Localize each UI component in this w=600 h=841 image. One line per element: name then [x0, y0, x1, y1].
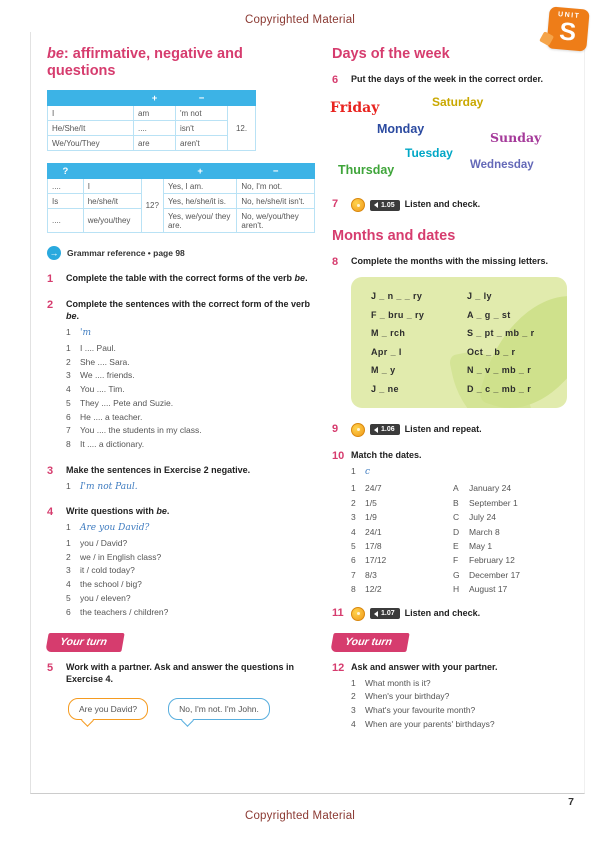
table-cell: I — [83, 179, 141, 194]
date-value: 12/2 — [365, 584, 382, 595]
table-cell: I — [48, 106, 134, 121]
item-number: 8 — [66, 439, 71, 450]
book-page — [30, 32, 585, 794]
page-number: 7 — [568, 796, 574, 808]
item-number: 1 — [66, 342, 71, 353]
exercise-items — [66, 537, 315, 620]
month-value: July 24 — [469, 512, 496, 523]
exercise-number: 1 — [47, 273, 54, 286]
table-gap-hint: 12? — [141, 179, 163, 233]
exercise-body — [351, 450, 572, 597]
day-word: Thursday — [338, 163, 395, 178]
exercise-body — [351, 662, 572, 732]
exercise-instruction: Ask and answer with your partner. — [351, 661, 498, 672]
exercise-3 — [47, 465, 315, 493]
table-cell: 'm not — [176, 106, 228, 121]
speaker-icon — [374, 202, 378, 208]
exercise-number: 9 — [332, 422, 339, 435]
be-forms-table — [47, 90, 256, 151]
track-number: 1.07 — [381, 610, 395, 618]
instruction-text: . — [76, 311, 80, 322]
day-word: Wednesday — [470, 159, 534, 172]
list-item — [66, 592, 315, 606]
table-cell: Yes, we/you/ they are. — [163, 209, 236, 233]
month-value: December 17 — [469, 569, 521, 580]
exercise-5 — [47, 662, 315, 720]
list-item — [351, 677, 572, 691]
exercise-12 — [332, 662, 572, 732]
audio-icon — [351, 607, 365, 621]
month-value: February 12 — [469, 555, 515, 566]
table-cell: No, we/you/they aren't. — [237, 209, 315, 233]
exercise-number: 8 — [332, 256, 339, 269]
item-text: the teachers / children? — [80, 606, 169, 617]
table-gap-hint: 12. — [228, 106, 256, 151]
table-row — [48, 121, 256, 136]
month-gapfill: M _ rch — [371, 328, 406, 339]
exercise-instruction: Complete the months with the missing letters. — [351, 256, 549, 267]
match-row — [351, 481, 572, 495]
instruction-verb: be — [156, 506, 167, 517]
item-number: 4 — [351, 526, 356, 537]
exercise-1 — [47, 273, 315, 286]
table-cell: are — [134, 136, 176, 151]
item-text: You .... Tim. — [80, 384, 125, 395]
table-row — [48, 106, 256, 121]
heading-verb: be — [47, 46, 64, 62]
list-item — [66, 356, 315, 370]
item-number: 4 — [351, 718, 356, 729]
table-row — [48, 179, 315, 194]
table-cell: No, I'm not. — [237, 179, 315, 194]
item-number: 4 — [66, 579, 71, 590]
exercise-body — [351, 256, 572, 407]
item-text: She .... Sara. — [80, 356, 130, 367]
exercise-body — [66, 273, 315, 286]
list-item — [351, 704, 572, 718]
date-value: 8/3 — [365, 569, 377, 580]
day-word: Sunday — [490, 130, 542, 146]
exercise-instruction — [66, 273, 315, 285]
item-text: we / in English class? — [80, 551, 162, 562]
exercise-number: 11 — [332, 606, 344, 619]
month-gapfill: Oct _ b _ r — [467, 346, 516, 357]
date-value: 24/7 — [365, 483, 382, 494]
day-word: Monday — [377, 122, 425, 137]
exercise-number: 2 — [47, 299, 54, 312]
track-number: 1.06 — [381, 426, 395, 434]
audio-row — [351, 198, 572, 212]
t2-header-empty — [83, 164, 141, 179]
item-number: 2 — [351, 691, 356, 702]
month-gapfill: M _ y — [371, 365, 396, 376]
item-text: you / eleven? — [80, 592, 131, 603]
instruction-verb: be — [66, 311, 77, 322]
table-cell: Yes, he/she/it is. — [163, 194, 236, 209]
exercise-number: 10 — [332, 449, 345, 462]
table-cell: No, he/she/it isn't. — [237, 194, 315, 209]
section-heading-months: Months and dates — [332, 228, 456, 245]
item-number: 8 — [351, 584, 356, 595]
month-value: March 8 — [469, 526, 500, 537]
days-scatter — [332, 92, 572, 194]
exercise-instruction: Make the sentences in Exercise 2 negative. — [66, 464, 251, 475]
exercise-items — [351, 677, 572, 732]
table-cell: we/you/they — [83, 209, 141, 233]
match-row — [351, 510, 572, 524]
item-text: When are your parents' birthdays? — [365, 718, 495, 729]
t1-header-minus: − — [176, 91, 228, 106]
match-row — [351, 553, 572, 567]
item-number: 1 — [66, 537, 71, 548]
date-value: 24/1 — [365, 526, 382, 537]
item-text: It .... a dictionary. — [80, 439, 145, 450]
list-item — [66, 606, 315, 620]
example-text: I'm not Paul. — [80, 481, 138, 492]
instruction-text: Complete the table with the correct forms of the verb — [66, 273, 295, 284]
heading-rest: : affirmative, negative and questions — [47, 46, 243, 80]
month-gapfill: J _ ly — [467, 291, 492, 302]
exercise-instruction: Work with a partner. Ask and answer the questions in Exercise 4. — [66, 662, 295, 685]
instruction-text: Write questions with — [66, 506, 157, 517]
table-cell: isn't — [176, 121, 228, 136]
exercise-8 — [332, 256, 572, 407]
example-number: 1 — [66, 522, 71, 533]
track-number: 1.05 — [381, 201, 395, 209]
example-number: 1 — [66, 480, 71, 491]
t1-header-plus: + — [134, 91, 176, 106]
exercise-body — [66, 662, 315, 720]
exercise-number: 7 — [332, 198, 339, 211]
arrow-icon: → — [47, 246, 61, 260]
example-text: Are you David? — [80, 523, 150, 534]
table-gap-cell: .... — [48, 209, 84, 233]
t2-header-minus: − — [237, 164, 315, 179]
speech-bubble-answer: No, I'm not. I'm John. — [168, 698, 270, 720]
month-value: August 17 — [469, 584, 508, 595]
item-text: I .... Paul. — [80, 342, 116, 353]
exercise-4 — [47, 506, 315, 619]
example-number: 1 — [351, 465, 356, 476]
day-word: Friday — [330, 100, 380, 117]
list-item — [351, 690, 572, 704]
audio-row — [351, 423, 572, 437]
t1-header-hint — [228, 91, 256, 106]
example-answer — [351, 466, 572, 479]
unit-badge-letter: S — [558, 17, 578, 47]
item-number: 5 — [66, 592, 71, 603]
audio-track-badge — [370, 200, 400, 211]
exercise-instruction: Match the dates. — [351, 449, 422, 460]
table-cell: Yes, I am. — [163, 179, 236, 194]
unit-badge-label: UNIT — [557, 11, 581, 21]
instruction-verb: be — [294, 273, 306, 284]
item-number: 3 — [66, 565, 71, 576]
exercise-body — [66, 506, 315, 619]
exercise-number: 4 — [47, 506, 54, 519]
exercise-9 — [332, 423, 572, 437]
speech-bubble-question: Are you David? — [68, 698, 148, 720]
option-letter: B — [453, 497, 459, 508]
grammar-reference-link[interactable] — [47, 246, 315, 260]
table-cell: am — [134, 106, 176, 121]
exercise-number: 5 — [47, 662, 54, 675]
item-number: 5 — [66, 397, 71, 408]
date-value: 1/9 — [365, 512, 377, 523]
exercise-body — [351, 74, 572, 87]
item-number: 3 — [66, 370, 71, 381]
list-item — [66, 551, 315, 565]
month-gapfill: F _ bru _ ry — [371, 309, 425, 320]
exercise-body — [66, 299, 315, 451]
list-item — [66, 397, 315, 411]
audio-icon — [351, 423, 365, 437]
audio-track-badge — [370, 424, 400, 435]
month-gapfill: J _ n _ _ ry — [371, 291, 423, 302]
item-number: 1 — [351, 483, 356, 494]
instruction-text: . — [305, 273, 308, 284]
be-questions-table — [47, 163, 315, 233]
month-value: May 1 — [469, 541, 493, 551]
exercise-body — [351, 198, 572, 212]
unit-badge — [546, 6, 590, 51]
option-letter: H — [453, 584, 460, 595]
your-turn-banner: Your turn — [330, 633, 409, 652]
item-number: 3 — [351, 512, 356, 523]
item-number: 6 — [66, 606, 71, 617]
right-column — [332, 46, 572, 732]
table-row — [48, 136, 256, 151]
list-item — [66, 424, 315, 438]
table-row — [48, 194, 315, 209]
match-row — [351, 582, 572, 596]
match-row — [351, 539, 572, 553]
item-text: it / cold today? — [80, 565, 135, 576]
month-value: September 1 — [469, 497, 518, 508]
example-text: 'm — [80, 328, 92, 339]
match-row — [351, 496, 572, 510]
item-text: We .... friends. — [80, 370, 135, 381]
list-item — [66, 578, 315, 592]
speech-bubbles — [68, 698, 315, 720]
exercise-2 — [47, 299, 315, 451]
grammar-reference-label: Grammar reference • page 98 — [67, 248, 185, 259]
item-number: 7 — [351, 569, 356, 580]
exercise-10 — [332, 450, 572, 597]
section-heading-days: Days of the week — [332, 46, 450, 62]
option-letter: D — [453, 526, 460, 537]
section-heading-be — [47, 46, 315, 80]
month-gapfill: Apr _ l — [371, 346, 402, 357]
item-text: you / David? — [80, 537, 128, 548]
item-number: 2 — [351, 497, 356, 508]
match-row — [351, 525, 572, 539]
audio-track-badge — [370, 608, 400, 619]
exercise-number: 6 — [332, 74, 339, 87]
exercise-6 — [332, 74, 572, 87]
exercise-instruction: Listen and check. — [404, 607, 481, 618]
your-turn-banner: Your turn — [45, 633, 124, 652]
audio-row — [351, 607, 572, 621]
example-answer — [66, 522, 315, 535]
exercise-body — [66, 465, 315, 493]
table-header-row — [48, 91, 256, 106]
speaker-icon — [374, 611, 378, 617]
option-letter: G — [453, 569, 460, 580]
month-gapfill: S _ pt _ mb _ r — [467, 328, 535, 339]
option-letter: C — [453, 512, 460, 523]
instruction-text: Complete the sentences with the correct form of the verb — [66, 299, 311, 310]
exercise-instruction: Put the days of the week in the correct order. — [351, 74, 544, 85]
month-gapfill: D _ c _ mb _ r — [467, 383, 532, 394]
month-value: January 24 — [469, 483, 512, 494]
example-answer — [66, 481, 315, 494]
exercise-body — [351, 423, 572, 437]
exercise-instruction — [66, 506, 315, 518]
table-cell: Is — [48, 194, 84, 209]
item-number: 2 — [66, 356, 71, 367]
list-item — [66, 438, 315, 452]
exercise-instruction: Listen and check. — [404, 199, 481, 210]
exercise-number: 3 — [47, 464, 54, 477]
date-value: 17/12 — [365, 555, 387, 566]
day-word: Tuesday — [405, 146, 453, 161]
item-number: 1 — [351, 677, 356, 688]
month-gapfill: N _ v _ mb _ r — [467, 365, 532, 376]
option-letter: A — [453, 483, 459, 494]
example-number: 1 — [66, 327, 71, 338]
t1-header-empty — [48, 91, 134, 106]
item-number: 7 — [66, 425, 71, 436]
exercise-number: 12 — [332, 661, 345, 674]
t2-header-hint — [141, 164, 163, 179]
exercise-11 — [332, 607, 572, 621]
example-text: c — [365, 466, 371, 477]
item-number: 4 — [66, 384, 71, 395]
item-text: the school / big? — [80, 579, 142, 590]
item-text: They .... Pete and Suzie. — [80, 397, 174, 408]
exercise-7 — [332, 198, 572, 212]
copyright-notice-top: Copyrighted Material — [244, 14, 356, 26]
speaker-icon — [374, 427, 378, 433]
months-grid — [371, 291, 567, 394]
table-header-row — [48, 164, 315, 179]
list-item — [66, 383, 315, 397]
list-item — [66, 564, 315, 578]
audio-icon — [351, 198, 365, 212]
item-text: You .... the students in my class. — [80, 425, 202, 436]
copyright-notice-bottom: Copyrighted Material — [244, 810, 356, 822]
date-value: 17/8 — [365, 541, 382, 551]
exercise-items — [66, 342, 315, 452]
table-cell: He/She/It — [48, 121, 134, 136]
exercise-body — [351, 607, 572, 621]
table-cell: he/she/it — [83, 194, 141, 209]
instruction-text: . — [166, 506, 170, 517]
item-number: 6 — [351, 555, 356, 566]
day-word: Saturday — [432, 95, 484, 110]
item-text: What month is it? — [365, 677, 431, 688]
exercise-instruction: Listen and repeat. — [404, 423, 482, 434]
item-text: What's your favourite month? — [365, 705, 476, 716]
item-text: When's your birthday? — [365, 691, 450, 702]
item-number: 6 — [66, 411, 71, 422]
item-text: He .... a teacher. — [80, 411, 143, 422]
month-gapfill: A _ g _ st — [467, 309, 511, 320]
month-gapfill: J _ ne — [371, 383, 399, 394]
item-number: 3 — [351, 705, 356, 716]
table-row — [48, 209, 315, 233]
t2-header-question: ? — [48, 164, 84, 179]
table-gap-cell: .... — [48, 179, 84, 194]
example-answer — [66, 327, 315, 340]
left-column — [47, 46, 315, 720]
t2-header-plus: + — [163, 164, 236, 179]
table-gap-cell: .... — [134, 121, 176, 136]
item-number: 5 — [351, 541, 356, 551]
list-item — [351, 718, 572, 732]
list-item — [66, 411, 315, 425]
table-cell: aren't — [176, 136, 228, 151]
option-letter: F — [453, 555, 459, 566]
match-row — [351, 568, 572, 582]
exercise-instruction — [66, 299, 315, 323]
list-item — [66, 369, 315, 383]
months-box — [351, 277, 567, 408]
list-item — [66, 342, 315, 356]
option-letter: E — [453, 541, 459, 551]
item-number: 2 — [66, 551, 71, 562]
match-list — [351, 481, 572, 597]
date-value: 1/5 — [365, 497, 377, 508]
table-cell: We/You/They — [48, 136, 134, 151]
list-item — [66, 537, 315, 551]
